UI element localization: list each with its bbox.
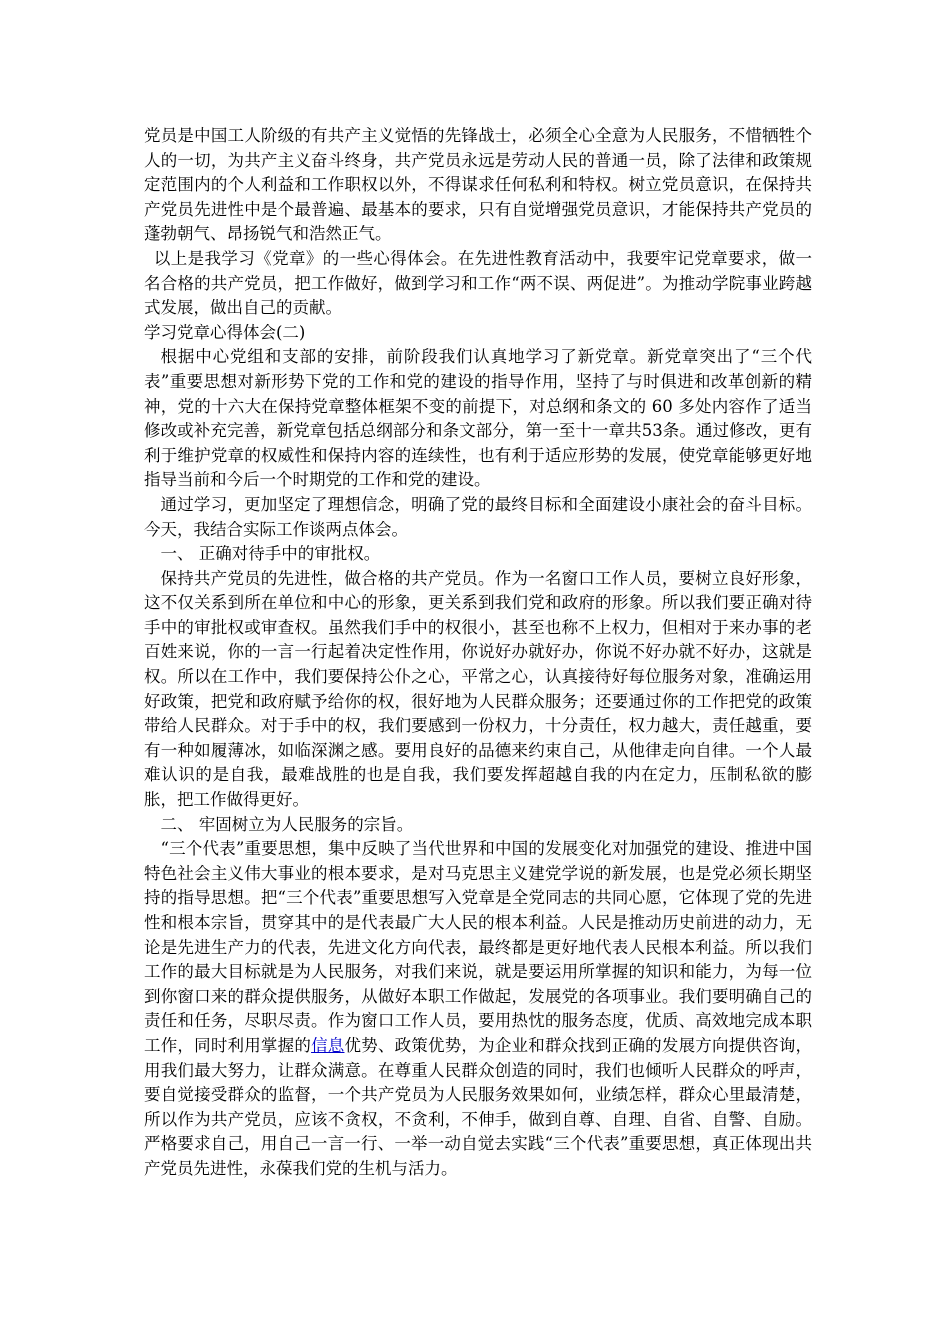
paragraph-serve-people bbox=[144, 837, 812, 1181]
document-body bbox=[144, 124, 812, 1182]
section-heading: 学习党章心得体会(二) bbox=[144, 322, 306, 342]
paragraph-summary: 以上是我学习《党章》的一些心得体会。在先进性教育活动中，我要牢记党章要求，做一名合格的共产党员，把工作做好，做到学习和工作“两不误、两促进”。为推动学院事业跨越式发展，做出自己的贡献。 bbox=[144, 248, 812, 318]
paragraph-study-result: 通过学习，更加坚定了理想信念，明确了党的最终目标和全面建设小康社会的奋斗目标。今天，我结合实际工作谈两点体会。 bbox=[144, 494, 812, 539]
paragraph-serve-people-start: “三个代表”重要思想，集中反映了当代世界和中国的发展变化对加强党的建设、推进中国特色社会主义伟大事业的根本要求，是对马克思主义建党学说的新发展，也是党必须长期坚持的指导思想。把“三个代表”重要思想写入党章是全党同志的共同心愿，它体现了党的先进性和根本宗旨，贯穿其中的是代表最广大人民的根本利益。人民是推动历史前进的动力，无论是先进生产力的代表，先进文化方向代表，最终都是更好地代表人民根本利益。所以我们工作的最大目标就是为人民服务，对我们来说，就是要运用所掌握的知识和能力，为每一位到你窗口来的群众提供服务，从做好本职工作做起，发展党的各项事业。我们要明确自己的责任和任务，尽职尽责。作为窗口工作人员，要用热忱的服务态度，优质、高效地完成本职工作，同时利用掌握的 bbox=[144, 839, 812, 1055]
item-heading-two: 二、 牢固树立为人民服务的宗旨。 bbox=[160, 814, 414, 834]
item-heading-one: 一、 正确对待手中的审批权。 bbox=[160, 544, 381, 564]
paragraph-serve-people-end: 优势、政策优势，为企业和群众找到正确的发展方向提供咨询，用我们最大努力，让群众满意。在尊重人民群众创造的同时，我们也倾听人民群众的呼声，要自觉接受群众的监督，一个共产党员为人民服务效果如何，业绩怎样，群众心里最清楚，所以作为共产党员，应该不贪权，不贪利，不伸手，做到自尊、自理、自省、自警、自励。严格要求自己，用自己一言一行、一举一动自觉去实践“三个代表”重要思想，真正体现出共产党员先进性，永葆我们党的生机与活力。 bbox=[144, 1035, 813, 1178]
paragraph-new-charter: 根据中心党组和支部的安排，前阶段我们认真地学习了新党章。新党章突出了“三个代表”重要思想对新形势下党的工作和党的建设的指导作用，坚持了与时俱进和改革创新的精神，党的十六大在保持党章整体框架不变的前提下，对总纲和条文的 60 多处内容作了适当修改或补充完善，新党章包括总纲部分和条文部分，第一至十一章共53条。通过修改，更有利于维护党章的权威性和保持内容的连续性，也有利于适应形势的发展，使党章能够更好地指导当前和今后一个时期党的工作和党的建设。 bbox=[144, 347, 812, 490]
paragraph-approval-power: 保持共产党员的先进性，做合格的共产党员。作为一名窗口工作人员，要树立良好形象，这不仅关系到所在单位和中心的形象，更关系到我们党和政府的形象。所以我们要正确对待手中的审批权或审查权。虽然我们手中的权很小，甚至也称不上权力，但相对于来办事的老百姓来说，你的一言一行起着决定性作用，你说好办就好办，你说不好办就不好办，这就是权。所以在工作中，我们要保持公仆之心，平常之心，认真接待好每位服务对象，准确运用好政策，把党和政府赋予给你的权，很好地为人民群众服务；还要通过你的工作把党的政策带给人民群众。对于手中的权，我们要感到一份权力，十分责任，权力越大，责任越重，要有一种如履薄冰，如临深渊之感。要用良好的品德来约束自己，从他律走向自律。一个人最难认识的是自我，最难战胜的也是自我，我们要发挥超越自我的内在定力，压制私欲的膨胀，把工作做得更好。 bbox=[144, 568, 812, 810]
paragraph-party-member: 党员是中国工人阶级的有共产主义觉悟的先锋战士，必须全心全意为人民服务，不惜牺牲个人的一切，为共产主义奋斗终身，共产党员永远是劳动人民的普通一员，除了法律和政策规定范围内的个人利益和工作职权以外，不得谋求任何私利和特权。树立党员意识，在保持共产党员先进性中是个最普遍、最基本的要求，只有自觉增强党员意识，才能保持共产党员的蓬勃朝气、昂扬锐气和浩然正气。 bbox=[144, 126, 812, 244]
info-link[interactable]: 信息 bbox=[311, 1035, 345, 1055]
